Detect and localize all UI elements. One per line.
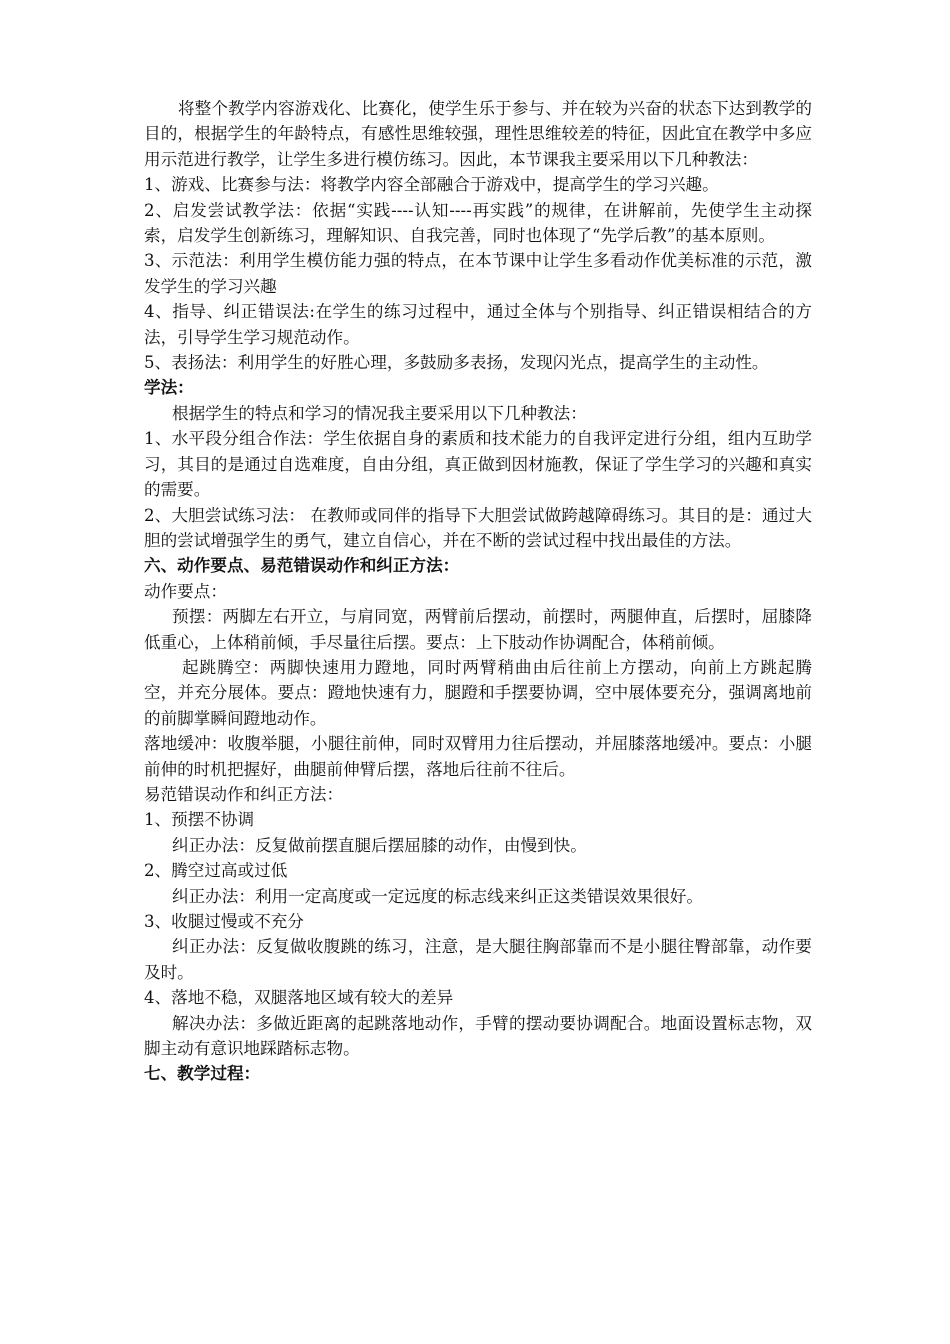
error-2-fix: 纠正办法：利用一定高度或一定远度的标志线来纠正这类错误效果很好。 xyxy=(172,886,703,906)
section-seven-heading: 七、教学过程： xyxy=(144,1063,261,1084)
error-4: 4、落地不稳，双腿落地区域有较大的差异 xyxy=(144,988,454,1008)
learning-method-heading: 学法： xyxy=(144,377,194,398)
intro-paragraph: 将整个教学内容游戏化、比赛化，使学生乐于参与、并在较为兴奋的状态下达到教学的目的，根据学生的年龄特点，有感性思维较强，理性思维较差的特征，因此宜在教学中多应用示范进行教学，让学生多进行模仿练习。因此，本节课我主要采用以下几种教法： xyxy=(144,99,812,169)
key-point-takeoff: 起跳腾空：两脚快速用力蹬地，同时两臂稍曲由后往前上方摆动，向前上方跳起腾空，并充分展体。要点：蹬地快速有力，腿蹬和手摆要协调，空中展体要充分，强调离地前的前脚掌瞬间蹬地动作。 xyxy=(144,657,812,728)
learning-method-2: 2、大胆尝试练习法： 在教师或同伴的指导下大胆尝试做跨越障碍练习。其目的是：通过大胆的尝试增强学生的勇气，建立自信心，并在不断的尝试过程中找出最佳的方法。 xyxy=(144,505,812,550)
learning-method-1: 1、水平段分组合作法：学生依据自身的素质和技术能力的自我评定进行分组，组内互助学习，其目的是通过自选难度，自由分组，真正做到因材施教，保证了学生学习的兴趣和真实的需要。 xyxy=(144,429,812,500)
error-4-fix: 解决办法：多做近距离的起跳落地动作，手臂的摆动要协调配合。地面设置标志物，双脚主动有意识地踩踏标志物。 xyxy=(144,1013,812,1059)
teaching-method-4: 4、指导、纠正错误法:在学生的练习过程中，通过全体与个别指导、纠正错误相结合的方法，引导学生学习规范动作。 xyxy=(144,302,812,347)
error-1: 1、预摆不协调 xyxy=(144,810,255,830)
teaching-method-2: 2、启发尝试教学法：依据“实践----认知----再实践”的规律，在讲解前，先使学生主动探索，启发学生创新练习，理解知识、自我完善，同时也体现了“先学后教”的基本原则。 xyxy=(144,200,812,246)
teaching-method-3: 3、示范法：利用学生模仿能力强的特点，在本节课中让学生多看动作优美标准的示范，激发学生的学习兴趣 xyxy=(144,251,812,296)
learning-method-intro: 根据学生的特点和学习的情况我主要采用以下几种教法： xyxy=(172,403,587,423)
teaching-method-1: 1、游戏、比赛参与法：将教学内容全部融合于游戏中，提高学生的学习兴趣。 xyxy=(144,175,719,195)
common-errors-label: 易范错误动作和纠正方法： xyxy=(144,784,344,804)
key-point-preswing: 预摆：两脚左右开立，与肩同宽，两臂前后摆动，前摆时，两腿伸直，后摆时，屈膝降低重心，上体稍前倾，手尽量往后摆。要点：上下肢动作协调配合，体稍前倾。 xyxy=(144,607,812,652)
key-point-landing: 落地缓冲：收腹举腿，小腿往前伸，同时双臂用力往后摆动，并屈膝落地缓冲。要点：小腿前伸的时机把握好，曲腿前伸臂后摆，落地后往前不往后。 xyxy=(144,734,812,779)
key-points-label: 动作要点： xyxy=(144,581,227,601)
error-2: 2、腾空过高或过低 xyxy=(144,861,288,881)
teaching-method-5: 5、表扬法：利用学生的好胜心理，多鼓励多表扬，发现闪光点，提高学生的主动性。 xyxy=(144,353,769,373)
section-six-heading: 六、动作要点、易范错误动作和纠正方法： xyxy=(144,555,460,576)
document-page xyxy=(144,96,812,1087)
error-3: 3、收腿过慢或不充分 xyxy=(144,912,304,931)
error-1-fix: 纠正办法：反复做前摆直腿后摆屈膝的动作，由慢到快。 xyxy=(172,835,587,855)
error-3-fix: 纠正办法：反复做收腹跳的练习，注意，是大腿往胸部靠而不是小腿往臀部靠，动作要及时。 xyxy=(144,937,812,982)
